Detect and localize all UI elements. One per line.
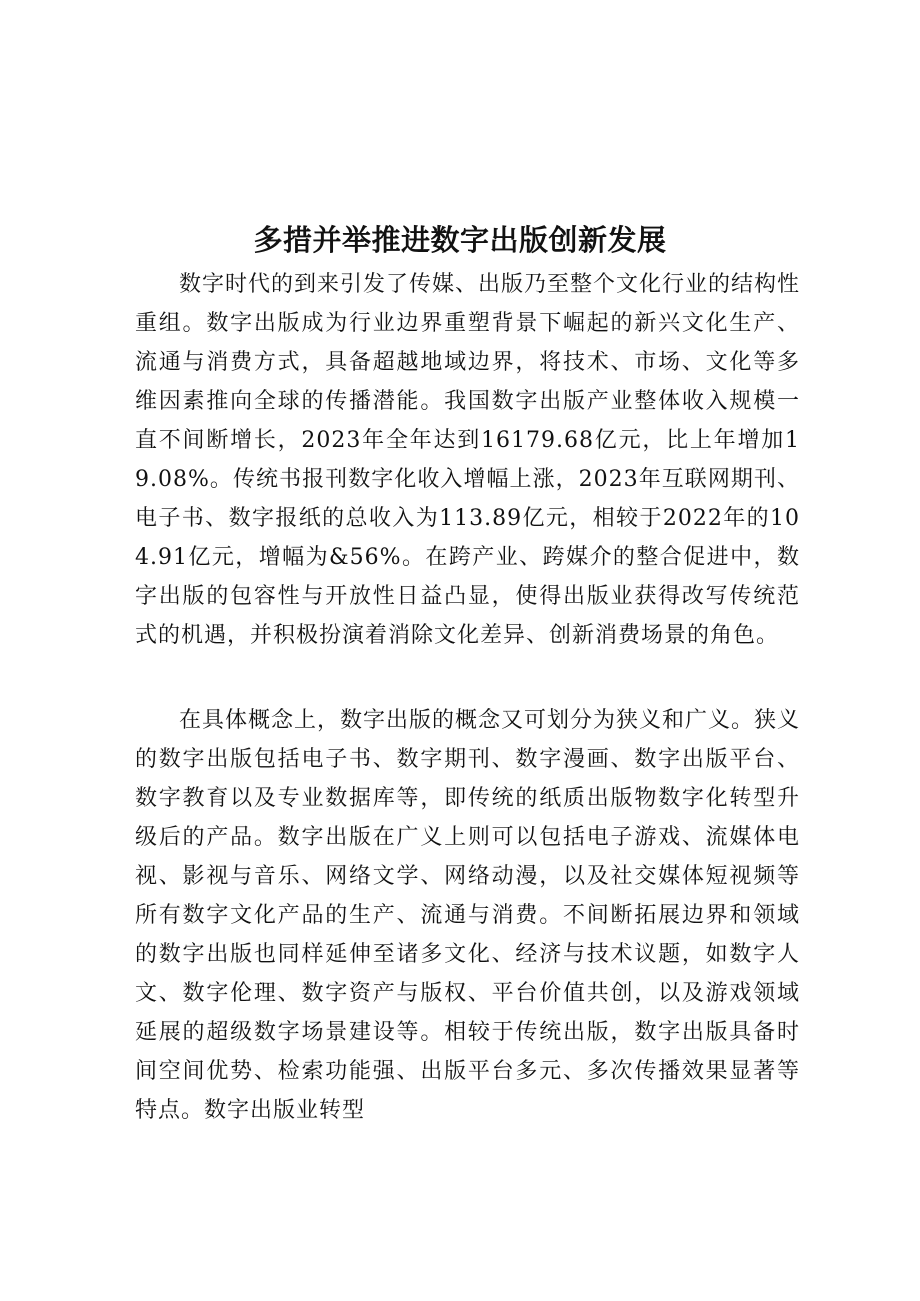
article-title: 多措并举推进数字出版创新发展: [253, 223, 667, 257]
paragraph-2: 在具体概念上，数字出版的概念又可划分为狭义和广义。狭义的数字出版包括电子书、数字期刊、数字漫画、数字出版平台、数字教育以及专业数据库等，即传统的纸质出版物数字化转型升级后的产品。数字出版在广义上则可以包括电子游戏、流媒体电视、影视与音乐、网络文学、网络动漫，以及社交媒体短视频等所有数字文化产品的生产、流通与消费。不间断拓展边界和领域的数字出版也同样延伸至诸多文化、经济与技术议题，如数字人文、数字伦理、数字资产与版权、平台价值共创，以及游戏领域延展的超级数字场景建设等。相较于传统出版，数字出版具备时间空间优势、检索功能强、出版平台多元、多次传播效果显著等特点。数字出版业转型: [135, 708, 801, 1123]
paragraph-1: 数字时代的到来引发了传媒、出版乃至整个文化行业的结构性重组。数字出版成为行业边界重塑背景下崛起的新兴文化生产、流通与消费方式，具备超越地域边界，将技术、市场、文化等多维因素推向全球的传播潜能。我国数字出版产业整体收入规模一直不间断增长，2023年全年达到16179.68亿元，比上年增加19.08%。传统书报刊数字化收入增幅上涨，2023年互联网期刊、电子书、数字报纸的总收入为113.89亿元，相较于2022年的104.91亿元，增幅为&56%。在跨产业、跨媒介的整合促进中，数字出版的包容性与开放性日益凸显，使得出版业获得改写传统范式的机遇，并积极扮演着消除文化差异、创新消费场景的角色。: [135, 272, 801, 648]
